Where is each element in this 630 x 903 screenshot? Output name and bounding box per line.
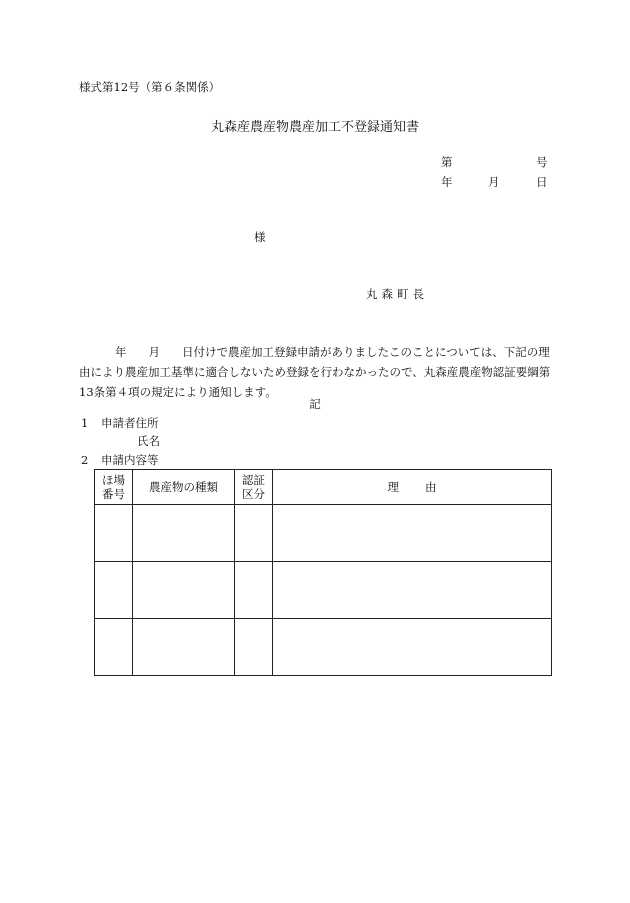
body-text: 日付けで農産加工登録申請がありましたこのことについては、下記の理由により農産加工基準に適合しないため登録を行わなかったので、丸森産農産物認証要綱第13条第４項の規定により通知します。 <box>79 345 551 399</box>
reason-cell[interactable] <box>273 562 552 619</box>
reason-header: 理由 <box>273 470 552 505</box>
field-number-header: ほ場番号 <box>95 470 133 505</box>
applicant-name-label: 氏名 <box>137 434 160 448</box>
certification-category-cell[interactable] <box>235 505 273 562</box>
crop-type-cell[interactable] <box>133 619 235 676</box>
document-number-label: 第 <box>441 155 453 169</box>
body-year-label: 年 <box>115 345 127 359</box>
date-month-label: 月 <box>488 175 500 189</box>
field-number-cell[interactable] <box>95 562 133 619</box>
item-number: 2 <box>81 453 89 467</box>
item-number: 1 <box>81 416 89 430</box>
date-year-label: 年 <box>441 175 453 189</box>
issuer-name: 丸森町長 <box>366 287 428 301</box>
certification-category-header: 認証区分 <box>235 470 273 505</box>
certification-category-cell[interactable] <box>235 562 273 619</box>
form-number: 様式第12号（第６条関係） <box>79 80 221 94</box>
reason-cell[interactable] <box>273 619 552 676</box>
application-details-label: 申請内容等 <box>101 453 159 467</box>
table-row <box>95 562 552 619</box>
crop-type-cell[interactable] <box>133 505 235 562</box>
field-number-cell[interactable] <box>95 505 133 562</box>
certification-category-cell[interactable] <box>235 619 273 676</box>
crop-type-cell[interactable] <box>133 562 235 619</box>
record-heading: 記 <box>309 397 321 411</box>
document-title: 丸森産農産物農産加工不登録通知書 <box>210 120 419 135</box>
document-number-suffix: 号 <box>536 155 548 169</box>
addressee-suffix: 様 <box>254 230 266 244</box>
field-number-cell[interactable] <box>95 619 133 676</box>
body-month-label: 月 <box>148 345 160 359</box>
reason-cell[interactable] <box>273 505 552 562</box>
table-row <box>95 505 552 562</box>
date-day-label: 日 <box>536 175 548 189</box>
application-details-table <box>94 469 552 676</box>
crop-type-header: 農産物の種類 <box>133 470 235 505</box>
notice-body <box>79 342 551 402</box>
table-row <box>95 619 552 676</box>
table-header-row <box>95 470 552 505</box>
applicant-address-label: 申請者住所 <box>101 416 159 430</box>
